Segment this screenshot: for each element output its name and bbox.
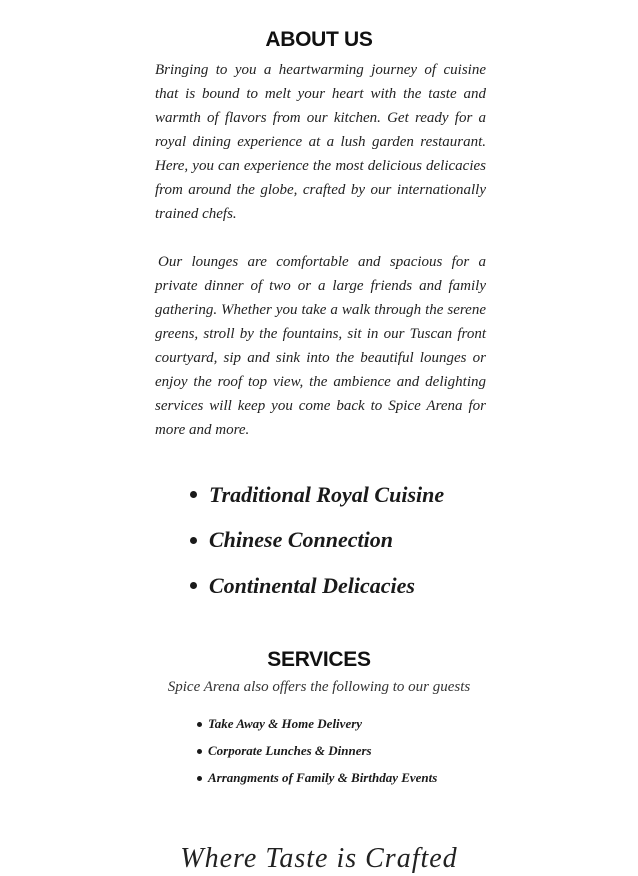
service-label: Corporate Lunches & Dinners xyxy=(208,743,372,758)
cuisine-item xyxy=(190,563,638,609)
bullet-icon xyxy=(190,582,197,589)
cuisine-item xyxy=(190,518,638,564)
cuisine-label: Chinese Connection xyxy=(209,527,393,553)
about-heading: ABOUT US xyxy=(265,28,373,51)
bullet-icon xyxy=(190,537,197,544)
bullet-icon xyxy=(197,722,202,727)
service-label: Take Away & Home Delivery xyxy=(208,716,363,731)
bullet-icon xyxy=(197,776,202,781)
cuisine-item xyxy=(190,472,638,518)
cuisine-list xyxy=(190,472,638,609)
tagline: Where Taste is Crafted xyxy=(180,842,458,874)
bullet-icon xyxy=(190,491,197,498)
services-list xyxy=(197,711,638,792)
service-item xyxy=(197,738,638,765)
about-paragraph-2: Our lounges are comfortable and spacious for a private dinner of two or a large friends and family gathering. Whether you take a walk through the serene greens, stroll by the fountains, sit in our Tuscan front courtyard, sip and sink into the beautiful lounges or enjoy the roof top view, the ambience and delighting services will keep you come back to Spice Arena for more and more. xyxy=(155,254,486,438)
services-heading: SERVICES xyxy=(267,647,371,671)
cuisine-label: Traditional Royal Cuisine xyxy=(209,481,445,507)
services-subtitle: Spice Arena also offers the following to our guests xyxy=(167,678,471,695)
service-item xyxy=(197,765,638,792)
service-label: Arrangments of Family & Birthday Events xyxy=(208,770,438,785)
service-item xyxy=(197,711,638,738)
cuisine-label: Continental Delicacies xyxy=(209,572,415,598)
bullet-icon xyxy=(197,749,202,754)
about-paragraph-1: Bringing to you a heartwarming journey of cuisine that is bound to melt your heart with the taste and warmth of flavors from our kitchen. Get ready for a royal dining experience at a lush garden restaurant. Here, you can experience the most delicious delicacies from around the globe, crafted by our internationally trained chefs. xyxy=(155,62,486,222)
